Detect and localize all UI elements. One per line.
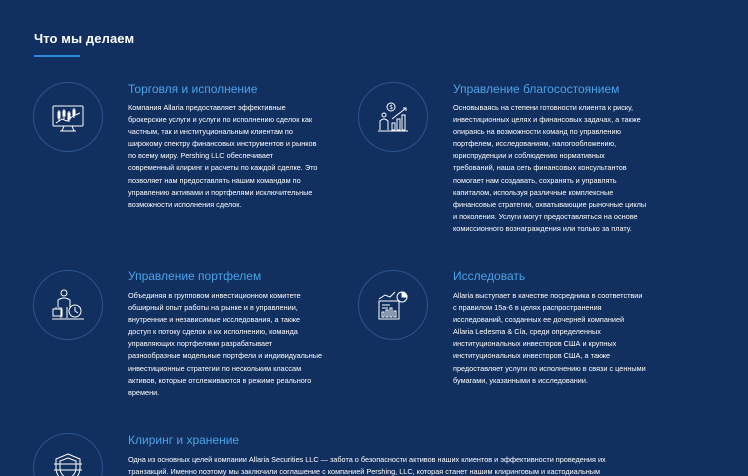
service-title-portfolio: Управление портфелем <box>128 269 262 283</box>
research-icon-circle <box>358 270 428 340</box>
service-text-portfolio: Объединяя в групповом инвестиционном комитете обширный опыт работы на рынке и в управлении, внутренние и независимые исследования, а также доступ к потоку сделок и их исполнению, команда управляющих портфелями разрабатывает разнообразные модельные портфели и индивидуальные инвестиционные стратегии по нескольким классам активов, которые отслеживаются в режиме реального времени. <box>128 291 323 397</box>
research-report-chart-icon <box>375 287 411 323</box>
service-text-clearing: Одна из основных целей компании Allaria Securities LLC — забота о безопасности активов наших клиентов и эффективности проведения их транзакций. Именно поэтому мы заключили соглашение с компанией Pershing, LLC, которая станет нашим клиринговым и кастодиальным <box>128 455 606 476</box>
clearing-shield-icon <box>50 450 86 476</box>
service-text-wealth: Основываясь на степени готовности клиента к риску, инвестиционных целях и финансовых задачах, а также опираясь на возможности команд по управлению портфелем, исследованиям, налогообложению, юриспруденции и соблюдению нормативных требований, наша сеть финансовых консультантов помогает нам создавать, сохранять и управлять капиталом, используя различные комплексные финансовые стратегии, охватывающие рыночные циклы и поколения. Услуги могут предоставляться на основе комиссионного вознаграждения или только за плату. <box>453 103 647 233</box>
clearing-icon-circle <box>33 433 103 476</box>
trading-icon-circle <box>33 82 103 152</box>
wealth-growth-person-icon <box>375 99 411 135</box>
wealth-icon-circle <box>358 82 428 152</box>
section-title-underline <box>34 55 80 57</box>
service-title-research: Исследовать <box>453 269 526 283</box>
service-text-trading: Компания Allaria предоставляет эффективные брокерские услуги и услуги по исполнению сделок как частным, так и институциональным клиентам по широкому спектру финансовых инструментов и рынков по всему миру. Pershing LLC обеспечивает современный клиринг и расчеты по каждой сделке. Это позволяет нам предоставлять нашим командам по управлению активами и портфелями исключительные возможности исполнения сделок. <box>128 103 318 209</box>
trading-chart-monitor-icon <box>50 99 86 135</box>
service-title-trading: Торговля и исполнение <box>128 82 258 96</box>
section-title: Что мы делаем <box>34 31 135 46</box>
service-title-clearing: Клиринг и хранение <box>128 433 240 447</box>
portfolio-icon-circle <box>33 270 103 340</box>
service-text-research: Allaria выступает в качестве посредника в соответствии с правилом 15a-6 в целях распространения исследований, созданных ее дочерней компанией Allaria Ledesma & Cía, среди определенных институциональных инвесторов США и крупных институциональных инвесторов США, а также предоставляет услуги по исполнению в связи с ценными бумагами, указанными в исследовании. <box>453 291 646 385</box>
portfolio-manager-clock-icon <box>50 287 86 323</box>
svg-text:$: $ <box>389 104 394 112</box>
service-title-wealth: Управление благосостоянием <box>453 82 620 96</box>
